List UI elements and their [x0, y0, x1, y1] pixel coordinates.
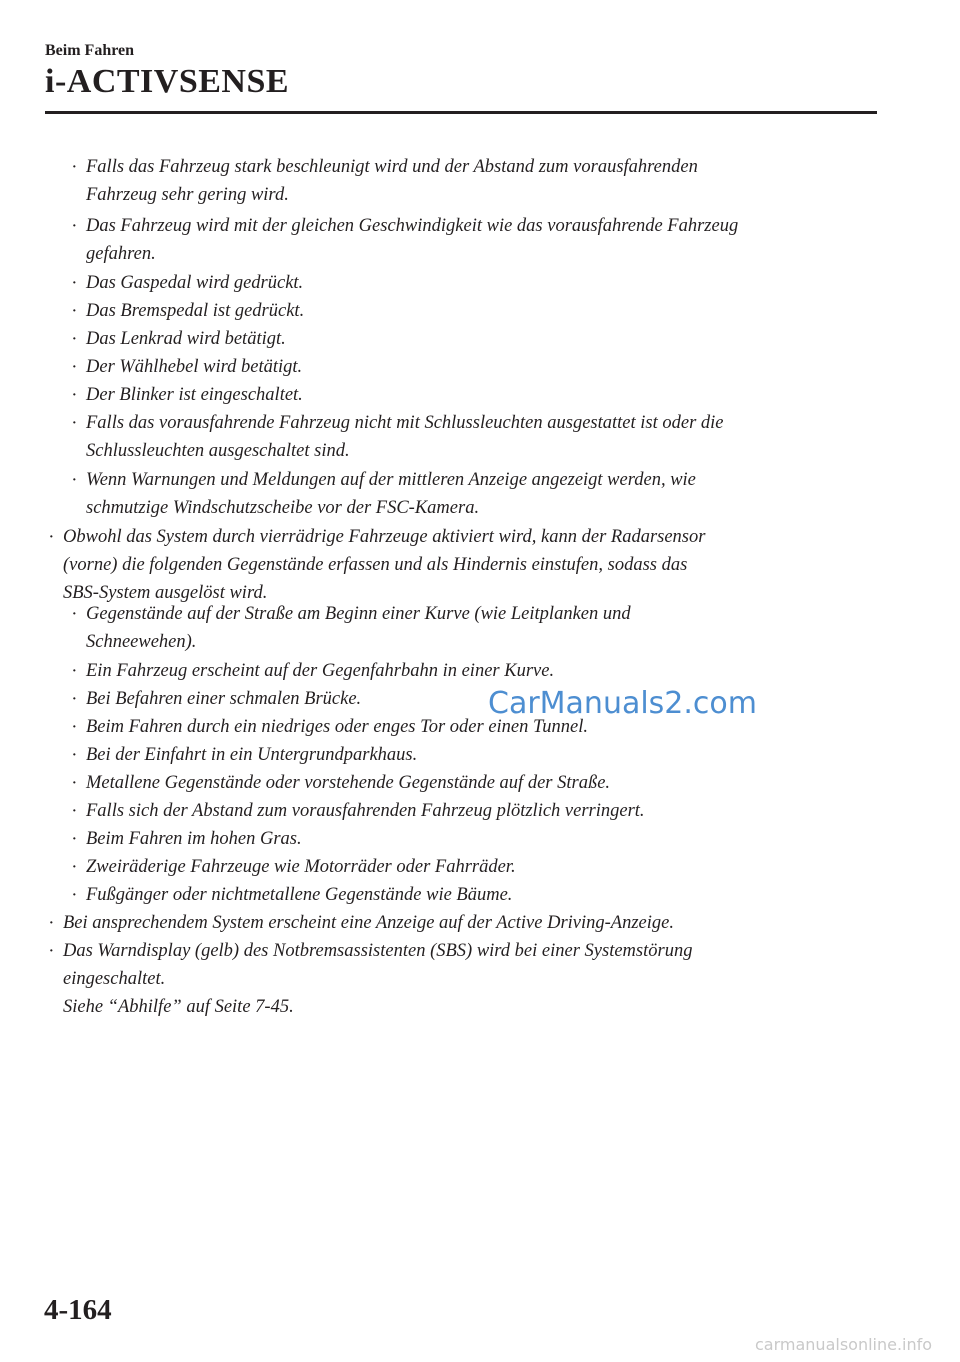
list-item: Beim Fahren durch ein niedriges oder enges Tor oder einen Tunnel. — [86, 717, 589, 737]
list-item-cont: schmutzige Windschutzscheibe vor der FSC-Kamera. — [86, 498, 480, 518]
list-item: Falls sich der Abstand zum vorausfahrenden Fahrzeug plötzlich verringert. — [86, 801, 645, 821]
list-item: Bei der Einfahrt in ein Untergrundparkhaus. — [86, 745, 418, 765]
list-item-cont: Schneewehen). — [86, 632, 197, 652]
list-item: Falls das vorausfahrende Fahrzeug nicht mit Schlussleuchten ausgestattet ist oder die — [86, 413, 724, 433]
list-item-cont: Schlussleuchten ausgeschaltet sind. — [86, 441, 350, 461]
list-item: Das Lenkrad wird betätigt. — [86, 329, 286, 349]
list-item: Beim Fahren im hohen Gras. — [86, 829, 302, 849]
header-rule — [45, 111, 877, 114]
bullet: · — [72, 416, 77, 431]
list-item: Der Wählhebel wird betätigt. — [86, 357, 303, 377]
bullet: · — [72, 160, 77, 175]
bullet: · — [72, 473, 77, 488]
list-item: Ein Fahrzeug erscheint auf der Gegenfahrbahn in einer Kurve. — [86, 661, 555, 681]
bullet: · — [49, 916, 54, 931]
list-item: Bei Befahren einer schmalen Brücke. — [86, 689, 362, 709]
list-item: Gegenstände auf der Straße am Beginn einer Kurve (wie Leitplanken und — [86, 604, 631, 624]
list-item: Zweiräderige Fahrzeuge wie Motorräder oder Fahrräder. — [86, 857, 516, 877]
list-item-cont: gefahren. — [86, 244, 156, 264]
list-item: Das Gaspedal wird gedrückt. — [86, 273, 304, 293]
paragraph-line: Obwohl das System durch vierrädrige Fahrzeuge aktiviert wird, kann der Radarsensor — [63, 527, 706, 547]
bullet: · — [49, 530, 54, 545]
list-item: Der Blinker ist eingeschaltet. — [86, 385, 303, 405]
paragraph-line: (vorne) die folgenden Gegenstände erfassen und als Hindernis einstufen, sodass das — [63, 555, 688, 575]
list-item: Falls das Fahrzeug stark beschleunigt wird und der Abstand zum vorausfahrenden — [86, 157, 698, 177]
bullet: · — [72, 304, 77, 319]
bullet: · — [72, 776, 77, 791]
bullet: · — [72, 276, 77, 291]
list-item-cont: Fahrzeug sehr gering wird. — [86, 185, 289, 205]
paragraph-line: Das Warndisplay (gelb) des Notbremsassistenten (SBS) wird bei einer Systemstörung — [63, 941, 693, 961]
bullet: · — [72, 748, 77, 763]
bullet: · — [72, 804, 77, 819]
paragraph-line: SBS-System ausgelöst wird. — [63, 583, 268, 603]
bullet: · — [72, 360, 77, 375]
bullet: · — [72, 692, 77, 707]
cross-reference: Siehe “Abhilfe” auf Seite 7-45. — [63, 997, 294, 1017]
list-item: Wenn Warnungen und Meldungen auf der mittleren Anzeige angezeigt werden, wie — [86, 470, 696, 490]
paragraph-line: Bei ansprechendem System erscheint eine Anzeige auf der Active Driving-Anzeige. — [63, 913, 674, 933]
paragraph-line: eingeschaltet. — [63, 969, 166, 989]
bullet: · — [72, 888, 77, 903]
list-item: Das Fahrzeug wird mit der gleichen Geschwindigkeit wie das vorausfahrende Fahrzeug — [86, 216, 739, 236]
bullet: · — [72, 219, 77, 234]
bullet: · — [72, 607, 77, 622]
page-number: 4-164 — [44, 1294, 112, 1326]
bullet: · — [49, 944, 54, 959]
bullet: · — [72, 832, 77, 847]
list-item: Das Bremspedal ist gedrückt. — [86, 301, 305, 321]
bullet: · — [72, 388, 77, 403]
section-label: Beim Fahren — [45, 42, 135, 59]
chapter-title: i-ACTIVSENSE — [45, 63, 290, 100]
bullet: · — [72, 860, 77, 875]
bullet: · — [72, 720, 77, 735]
list-item: Fußgänger oder nichtmetallene Gegenstände wie Bäume. — [86, 885, 513, 905]
list-item: Metallene Gegenstände oder vorstehende Gegenstände auf der Straße. — [86, 773, 611, 793]
watermark: CarManuals2.com — [488, 686, 758, 721]
page-header — [45, 40, 877, 102]
bullet: · — [72, 332, 77, 347]
bullet: · — [72, 664, 77, 679]
footer-url: carmanualsonline.info — [755, 1335, 933, 1354]
